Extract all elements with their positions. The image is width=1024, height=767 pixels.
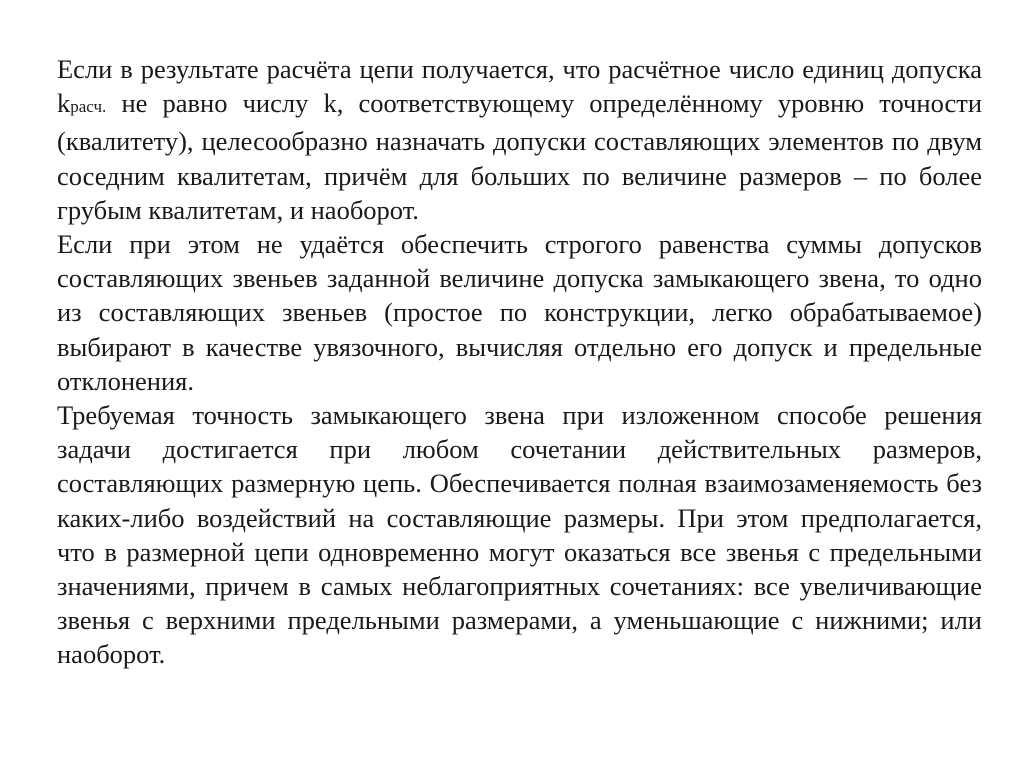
k-subscript-label: расч. [70, 97, 107, 117]
paragraph-1-text-end: не равно числу k, соответствующему определённому уровню точности (квалитету), целесообразно назначать допуски составляющих элементов по двум соседним квалитетам, причём для больших по величине размеров – по более грубым квалитетам, и наоборот. [57, 88, 982, 225]
slide-body [57, 52, 982, 672]
paragraph-2: Если при этом не удаётся обеспечить строгого равенства суммы допусков составляющих звеньев заданной величине допуска замыкающего звена, то одно из составляющих звеньев (простое по конструкции, легко обрабатываемое) выбирают в качестве увязочного, вычисляя отдельно его допуск и предельные отклонения. [57, 229, 982, 396]
paragraph-1 [57, 52, 982, 227]
paragraph-3: Требуемая точность замыкающего звена при изложенном способе решения задачи достигается при любом сочетании действительных размеров, составляющих размерную цепь. Обеспечивается полная взаимозаменяемость без каких-либо воздействий на составляющие размеры. При этом предполагается, что в размерной цепи одновременно могут оказаться все звенья с предельными значениями, причем в самых неблагоприятных сочетаниях: все увеличивающие звенья с верхними предельными размерами, а уменьшающие с нижними; или наоборот. [57, 400, 982, 670]
paragraph-1-text-start: Если в результате расчёта цепи получается, что расчётное число единиц допуска k [57, 54, 982, 119]
